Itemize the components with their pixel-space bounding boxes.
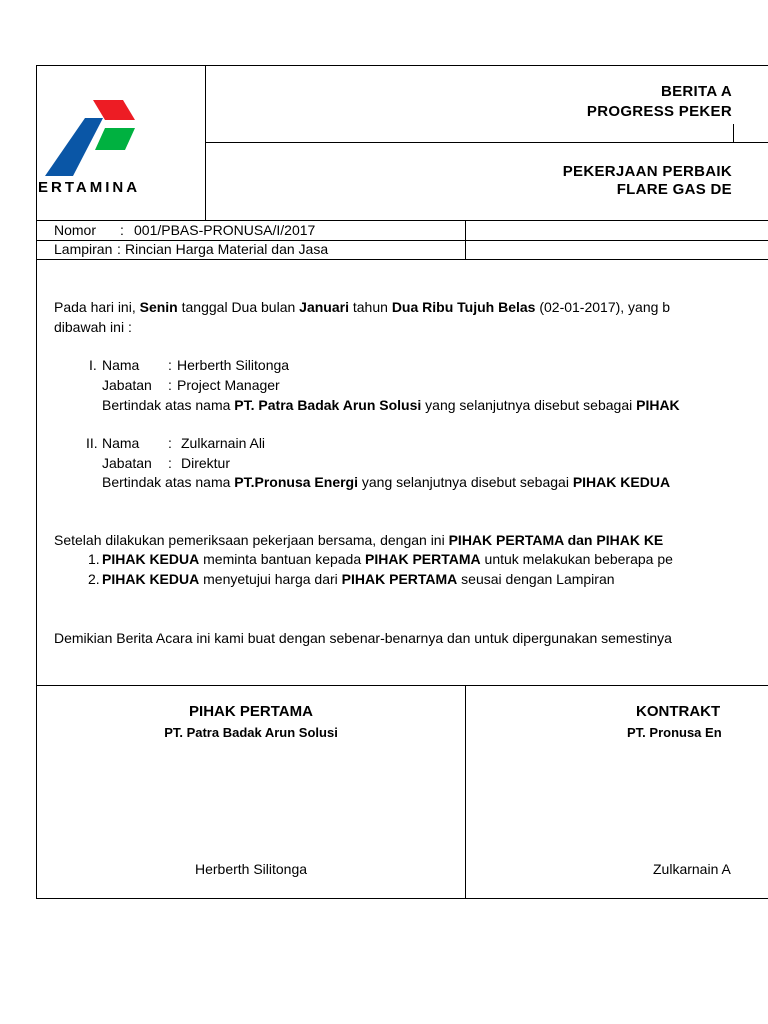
intro-text-1: Pada hari ini, [54, 299, 140, 315]
frame-bottom-border [36, 898, 768, 899]
pertamina-logo [38, 90, 204, 200]
party2-nama-sep: : [168, 435, 172, 451]
intro-text-3: tahun [348, 299, 392, 315]
logo-green-shape [95, 128, 135, 150]
item1-number: 1. [88, 551, 100, 567]
party1-act-mid: yang selanjutnya disebut sebagai [421, 397, 637, 413]
signature-left [37, 686, 465, 898]
party2-number: II. [86, 435, 98, 451]
item2-number: 2. [88, 571, 100, 587]
party1-act-line [102, 397, 680, 413]
party1-jabatan-value: Project Manager [177, 377, 280, 393]
item1-text-1: meminta bantuan kepada [199, 551, 366, 567]
intro-year: Dua Ribu Tujuh Belas [391, 299, 536, 315]
lampiran-value: Rincian Harga Material dan Jasa [125, 241, 329, 257]
item1-bold-1: PIHAK KEDUA [102, 551, 200, 567]
party1-jabatan-sep: : [168, 377, 172, 393]
party2-role: PIHAK KEDUA [572, 474, 671, 490]
nomor-label: Nomor [54, 222, 97, 238]
item2-bold-2: PIHAK PERTAMA [341, 571, 458, 587]
agreement-parties: PIHAK PERTAMA dan PIHAK KE [448, 532, 664, 548]
logo-text: ERTAMINA [38, 179, 141, 196]
lampiran-sep: : [117, 241, 121, 257]
agreement-text: Setelah dilakukan pemeriksaan pekerjaan bersama, dengan ini [54, 532, 449, 548]
intro-text-2: tanggal Dua bulan [177, 299, 300, 315]
logo-red-shape [93, 100, 135, 120]
sig-left-company: PT. Patra Badak Arun Solusi [164, 725, 338, 740]
party2-nama-label: Nama [102, 435, 140, 451]
meta-bottom-line [36, 259, 768, 260]
party2-act-line [102, 474, 670, 490]
signature-right [466, 686, 768, 898]
meta-top-line [36, 220, 768, 221]
party2-act-mid: yang selanjutnya disebut sebagai [358, 474, 573, 490]
item2-line [102, 571, 615, 587]
meta-divider [465, 220, 466, 259]
party2-nama-value: Zulkarnain Ali [181, 435, 266, 451]
party1-role: PIHAK [636, 397, 680, 413]
item2-bold-1: PIHAK KEDUA [102, 571, 200, 587]
item1-bold-2: PIHAK PERTAMA [365, 551, 481, 567]
party1-jabatan-label: Jabatan [102, 377, 152, 393]
intro-day: Senin [139, 299, 178, 315]
logo-blue-shape [45, 118, 103, 176]
title-line-4: FLARE GAS DE [616, 181, 732, 198]
title-line-2: PROGRESS PEKER [586, 103, 732, 120]
intro-line [54, 299, 670, 315]
item1-line [102, 551, 673, 567]
party1-number: I. [89, 357, 97, 373]
sig-left-name: Herberth Silitonga [194, 861, 308, 877]
sig-right-name: Zulkarnain A [653, 861, 731, 877]
title-line-3: PEKERJAAN PERBAIK [562, 163, 732, 180]
party2-jabatan-value: Direktur [181, 455, 231, 471]
party2-jabatan-label: Jabatan [102, 455, 152, 471]
party1-company: PT. Patra Badak Arun Solusi [234, 397, 422, 413]
nomor-sep: : [120, 222, 124, 238]
closing-line: Demikian Berita Acara ini kami buat dengan sebenar-benarnya dan untuk dipergunakan semestinya [54, 630, 672, 646]
agreement-line [54, 532, 663, 548]
sig-left-role: PIHAK PERTAMA [189, 703, 313, 720]
item2-text-2: seusai dengan Lampiran [457, 571, 615, 587]
header-small-divider [733, 124, 734, 142]
party1-nama-label: Nama [102, 357, 140, 373]
nomor-value: 001/PBAS-PRONUSA/I/2017 [134, 222, 316, 238]
lampiran-label: Lampiran [54, 241, 113, 257]
item1-text-2: untuk melakukan beberapa pe [480, 551, 673, 567]
title-line-1: BERITA A [660, 83, 732, 100]
intro-line-2: dibawah ini : [54, 319, 132, 335]
party2-jabatan-sep: : [168, 455, 172, 471]
header-mid-line [205, 142, 768, 143]
party1-nama-sep: : [168, 357, 172, 373]
frame-top-border [36, 65, 768, 66]
pertamina-logo-icon [43, 98, 143, 182]
item2-text-1: menyetujui harga dari [199, 571, 342, 587]
intro-month: Januari [299, 299, 349, 315]
party1-nama-value: Herberth Silitonga [177, 357, 290, 373]
intro-text-4: (02-01-2017), yang b [535, 299, 671, 315]
party2-company: PT.Pronusa Energi [234, 474, 358, 490]
sig-right-company: PT. Pronusa En [627, 725, 722, 740]
party1-act-pre: Bertindak atas nama [102, 397, 235, 413]
sig-right-role: KONTRAKT [636, 703, 721, 720]
party2-act-pre: Bertindak atas nama [102, 474, 235, 490]
